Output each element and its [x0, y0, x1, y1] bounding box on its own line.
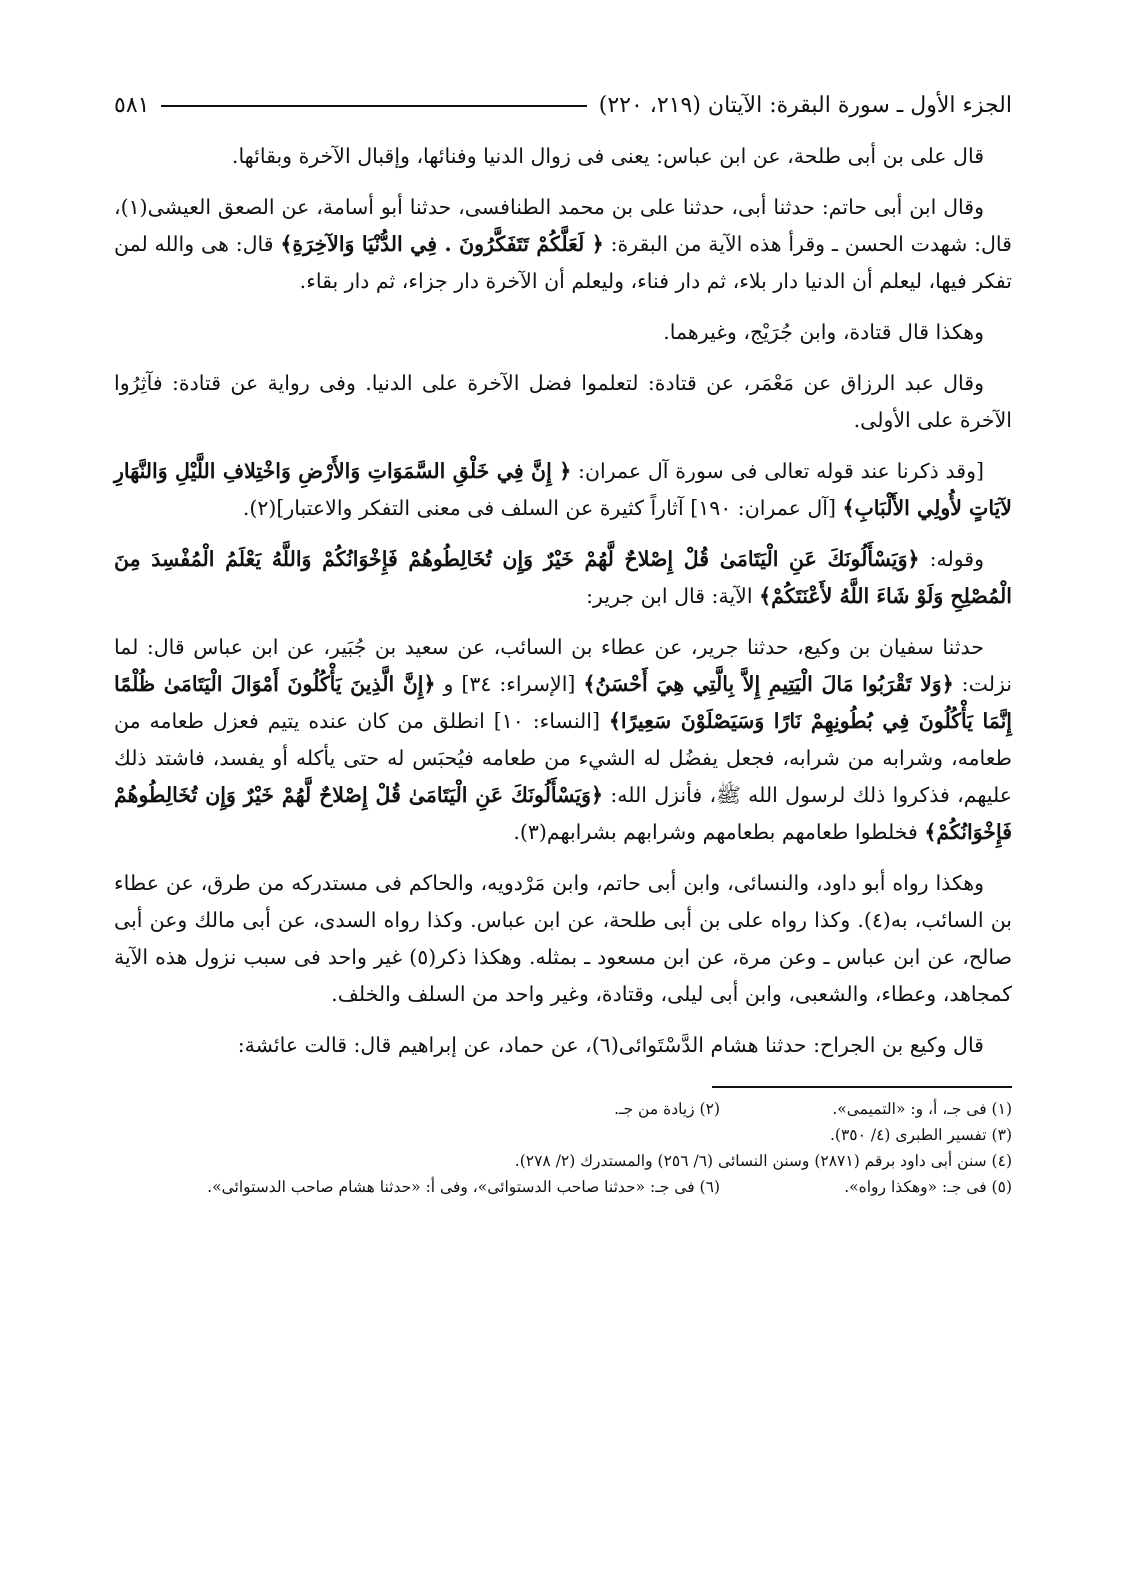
text-run: حدثنا سفيان بن وكيع، حدثنا جرير، عن عطاء بن السائب، عن سعيد بن جُبَير، عن ابن عباس قال: لما نزلت:	[114, 635, 1012, 696]
paragraph	[114, 453, 1012, 527]
footnote-4: (٤) سنن أبى داود برقم (٢٨٧١) وسنن النسائى (٦/ ٢٥٦) والمستدرك (٢/ ٢٧٨).	[514, 1152, 1012, 1170]
quran-quote: ﴿وَلا تَقْرَبُوا مَالَ الْيَتِيمِ إِلاَّ بِالَّتِي هِيَ أَحْسَنُ﴾	[583, 672, 954, 696]
text-run: وهكذا قال قتادة، وابن جُرَيْج، وغيرهما.	[663, 320, 984, 344]
footnote-row	[114, 1174, 1012, 1200]
body-text	[114, 138, 1012, 1064]
footnote-separator	[712, 1086, 1012, 1088]
footnotes	[114, 1096, 1012, 1200]
text-run: [آل عمران: ١٩٠] آثاراً كثيرة عن السلف فى معنى التفكر والاعتبار](٢).	[242, 496, 843, 520]
paragraph	[114, 865, 1012, 1013]
paragraph	[114, 629, 1012, 851]
text-run: الآية: قال ابن جرير:	[586, 584, 760, 608]
footnote-row	[114, 1122, 1012, 1148]
footnote-row	[114, 1148, 1012, 1174]
header-rule	[161, 105, 586, 107]
footnote-3: (٣) تفسير الطبرى (٤/ ٣٥٠).	[829, 1126, 1012, 1144]
quran-quote: ﴿وَيَسْأَلُونَكَ عَنِ الْيَتَامَىٰ قُلْ إِصْلاحٌ لَّهُمْ خَيْرٌ وَإِن تُخَالِطُوهُمْ فَإِخْوَانُكُمْ وَاللَّهُ يَعْلَمُ الْمُفْسِدَ مِنَ الْمُصْلِحِ وَلَوْ شَاءَ اللَّهُ لأَعْنَتَكُمْ﴾	[114, 547, 1012, 608]
text-run: [الإسراء: ٣٤] و	[435, 672, 584, 696]
quran-quote: ﴿ لَعَلَّكُمْ تَتَفَكَّرُونَ . فِي الدُّنْيَا وَالآخِرَةِ﴾	[280, 232, 604, 256]
quran-quote: ﴿إِنَّ الَّذِينَ يَأْكُلُونَ أَمْوَالَ الْيَتَامَىٰ ظُلْمًا إِنَّمَا يَأْكُلُونَ فِي بُطُونِهِمْ نَارًا وَسَيَصْلَوْنَ سَعِيرًا﴾	[114, 672, 1012, 733]
text-run: وقال عبد الرزاق عن مَعْمَر، عن قتادة: لتعلموا فضل الآخرة على الدنيا. وفى رواية عن قتادة: فآثِرُوا الآخرة على الأولى.	[114, 371, 1012, 432]
footnote-2: (٢) زيادة من جـ.	[614, 1100, 720, 1118]
text-run: وقوله:	[919, 547, 985, 571]
text-run: وقال ابن أبى حاتم: حدثنا أبى، حدثنا على بن محمد الطنافسى، حدثنا أبو أسامة، عن الصعق العيشى(١)، قال: شهدت الحسن ـ وقرأ هذه الآية من البقرة:	[114, 195, 1012, 256]
header-title: الجزء الأول ـ سورة البقرة: الآيتان (٢١٩، ٢٢٠)	[598, 93, 1012, 118]
quran-quote: ﴿وَيَسْأَلُونَكَ عَنِ الْيَتَامَىٰ قُلْ إِصْلاحٌ لَّهُمْ خَيْرٌ وَإِن تُخَالِطُوهُمْ فَإِخْوَانُكُمْ﴾	[114, 783, 1012, 844]
text-run: قال على بن أبى طلحة، عن ابن عباس: يعنى فى زوال الدنيا وفنائها، وإقبال الآخرة وبقائها.	[231, 144, 984, 168]
footnote-row	[114, 1096, 1012, 1122]
paragraph	[114, 138, 1012, 175]
running-header	[114, 88, 1012, 124]
footnote-6: (٦) فى جـ: «حدثنا صاحب الدستوائى»، وفى أ: «حدثنا هشام صاحب الدستوائى».	[207, 1178, 720, 1196]
text-run: وهكذا رواه أبو داود، والنسائى، وابن أبى حاتم، وابن مَرْدويه، والحاكم فى مستدركه من طرق، عن عطاء بن السائب، به(٤). وكذا رواه على بن أبى طلحة، عن ابن عباس. وكذا رواه السدى، عن أبى مالك وعن أبى صالح، عن ابن عباس ـ وعن مرة، عن ابن مسعود ـ بمثله. وهكذا ذكر(٥) غير واحد فى سبب نزول هذه الآية كمجاهد، وعطاء، والشعبى، وابن أبى ليلى، وقتادة، وغير واحد من السلف والخلف.	[114, 871, 1013, 1006]
paragraph	[114, 365, 1012, 439]
footnote-5: (٥) فى جـ: «وهكذا رواه».	[844, 1178, 1012, 1196]
text-run: قال: هى والله لمن تفكر فيها، ليعلم أن الدنيا دار بلاء، ثم دار فناء، وليعلم أن الآخرة دار جزاء، ثم دار بقاء.	[114, 232, 1012, 293]
paragraph	[114, 189, 1012, 300]
page-number: ٥٨١	[114, 93, 150, 118]
text-run: قال وكيع بن الجراح: حدثنا هشام الدَّسْتَوائى(٦)، عن حماد، عن إبراهيم قال: قالت عائشة:	[237, 1033, 984, 1057]
text-run: فخلطوا طعامهم بطعامهم وشرابهم بشرابهم(٣).	[513, 820, 925, 844]
paragraph	[114, 541, 1012, 615]
quran-quote: ﴿ إِنَّ فِي خَلْقِ السَّمَوَاتِ وَالأَرْضِ وَاخْتِلافِ اللَّيْلِ وَالنَّهَارِ لآيَاتٍ لأُولِي الأَلْبَابِ﴾	[114, 459, 1012, 520]
text-run: [النساء: ١٠] انطلق من كان عنده يتيم فعزل طعامه من طعامه، وشرابه من شرابه، فجعل يفضُل له الشيء من طعامه فيُحبَس له حتى يأكله أو يفسد، فاشتد ذلك عليهم، فذكروا ذلك لرسول الله ﷺ، فأنزل الله:	[114, 709, 1013, 807]
paragraph	[114, 314, 1012, 351]
footnote-1: (١) فى جـ، أ، و: «التميمى».	[832, 1100, 1012, 1118]
text-run: [وقد ذكرنا عند قوله تعالى فى سورة آل عمران:	[571, 459, 985, 483]
paragraph	[114, 1027, 1012, 1064]
